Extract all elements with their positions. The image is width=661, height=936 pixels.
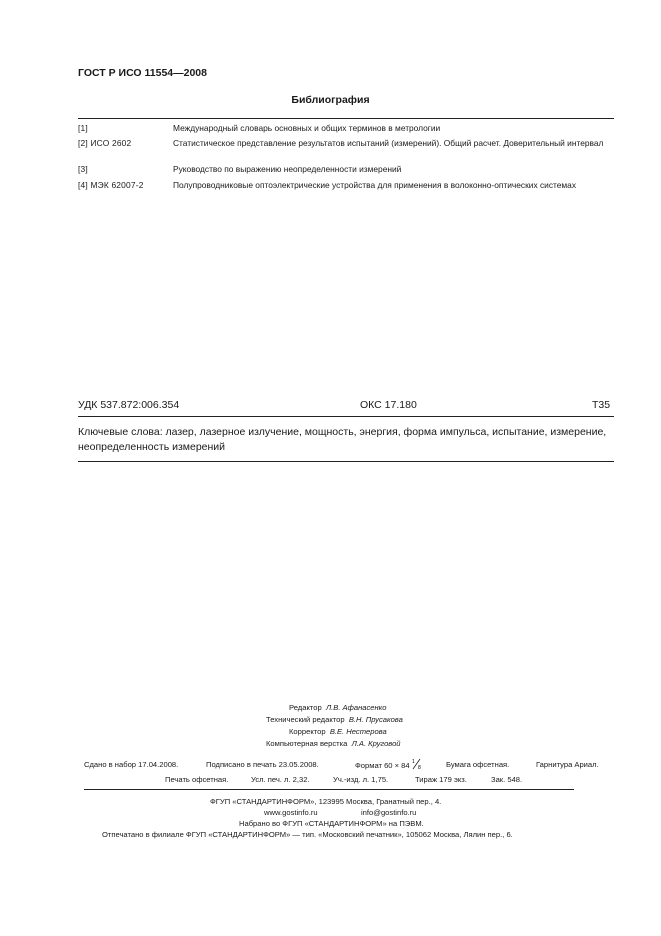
bibliography-item-number: [4] МЭК 62007-2 <box>78 180 144 190</box>
imprint-circulation: Тираж 179 экз. <box>415 775 467 784</box>
publisher-address: ФГУП «СТАНДАРТИНФОРМ», 123995 Москва, Гранатный пер., 4. <box>210 797 442 806</box>
divider-top <box>78 118 614 119</box>
bibliography-item-number: [2] ИСО 2602 <box>78 138 132 148</box>
credit-proofreader <box>289 727 387 736</box>
imprint-print-sheets: Усл. печ. л. 2,32. <box>251 775 310 784</box>
credit-layout-label: Компьютерная верстка <box>266 739 348 748</box>
credit-editor <box>289 703 387 712</box>
bibliography-item-text: Руководство по выражению неопределенности измерений <box>173 164 402 174</box>
publisher-typeset-note: Набрано во ФГУП «СТАНДАРТИНФОРМ» на ПЭВМ. <box>239 819 424 828</box>
credit-tech-editor <box>266 715 403 724</box>
credit-proofreader-name: В.Е. Нестерова <box>329 727 387 736</box>
publisher-email[interactable]: info@gostinfo.ru <box>361 808 417 817</box>
imprint-format <box>355 760 422 770</box>
publisher-print-note: Отпечатано в филиале ФГУП «СТАНДАРТИНФОРМ» — тип. «Московский печатник», 105062 Москва, Лялин пер., 6. <box>102 830 513 839</box>
bibliography-title: Библиография <box>291 94 370 106</box>
imprint-order: Зак. 548. <box>491 775 523 784</box>
imprint-typeface: Гарнитура Ариал. <box>536 760 599 769</box>
document-code: ГОСТ Р ИСО 11554—2008 <box>78 67 207 79</box>
udk-code: УДК 537.872:006.354 <box>78 399 180 411</box>
bibliography-item-number: [3] <box>78 164 88 174</box>
bibliography-item-number: [1] <box>78 123 88 133</box>
divider-bottom <box>84 789 574 790</box>
svg-text:1: 1 <box>411 759 415 765</box>
credit-layout-name: Л.А. Круговой <box>351 739 401 748</box>
credit-proofreader-label: Корректор <box>289 727 326 736</box>
imprint-sign-date: Подписано в печать 23.05.2008. <box>206 760 319 769</box>
credit-editor-label: Редактор <box>289 703 322 712</box>
credit-editor-name: Л.В. Афанасенко <box>325 703 387 712</box>
divider-middle-top <box>78 416 614 417</box>
credit-layout <box>266 739 401 748</box>
credit-tech-editor-name: В.Н. Прусакова <box>348 715 403 724</box>
divider-middle-bottom <box>78 461 614 462</box>
credit-tech-editor-label: Технический редактор <box>266 715 345 724</box>
imprint-set-date: Сдано в набор 17.04.2008. <box>84 760 179 769</box>
imprint-pub-sheets: Уч.-изд. л. 1,75. <box>333 775 389 784</box>
bibliography-item-text: Международный словарь основных и общих терминов в метрологии <box>173 123 441 133</box>
bibliography-item-text: Статистическое представление результатов испытаний (измерений). Общий расчет. Доверительный интервал <box>173 138 604 148</box>
imprint-paper: Бумага офсетная. <box>446 760 510 769</box>
keywords: Ключевые слова: лазер, лазерное излучение, мощность, энергия, форма импульса, испытание, измерение, неопределенность измерений <box>78 426 607 453</box>
imprint-print-type: Печать офсетная. <box>165 775 229 784</box>
oks-code: ОКС 17.180 <box>360 399 417 411</box>
imprint-format-label: Формат 60 × 84 <box>355 761 410 770</box>
publisher-website[interactable]: www.gostinfo.ru <box>264 808 318 817</box>
classifier-code: Т35 <box>592 399 611 411</box>
bibliography-item-text: Полупроводниковые оптоэлектрические устройства для применения в волоконно-оптических системах <box>173 180 577 190</box>
svg-text:8: 8 <box>417 765 421 770</box>
fraction-one-eighth <box>412 760 422 769</box>
